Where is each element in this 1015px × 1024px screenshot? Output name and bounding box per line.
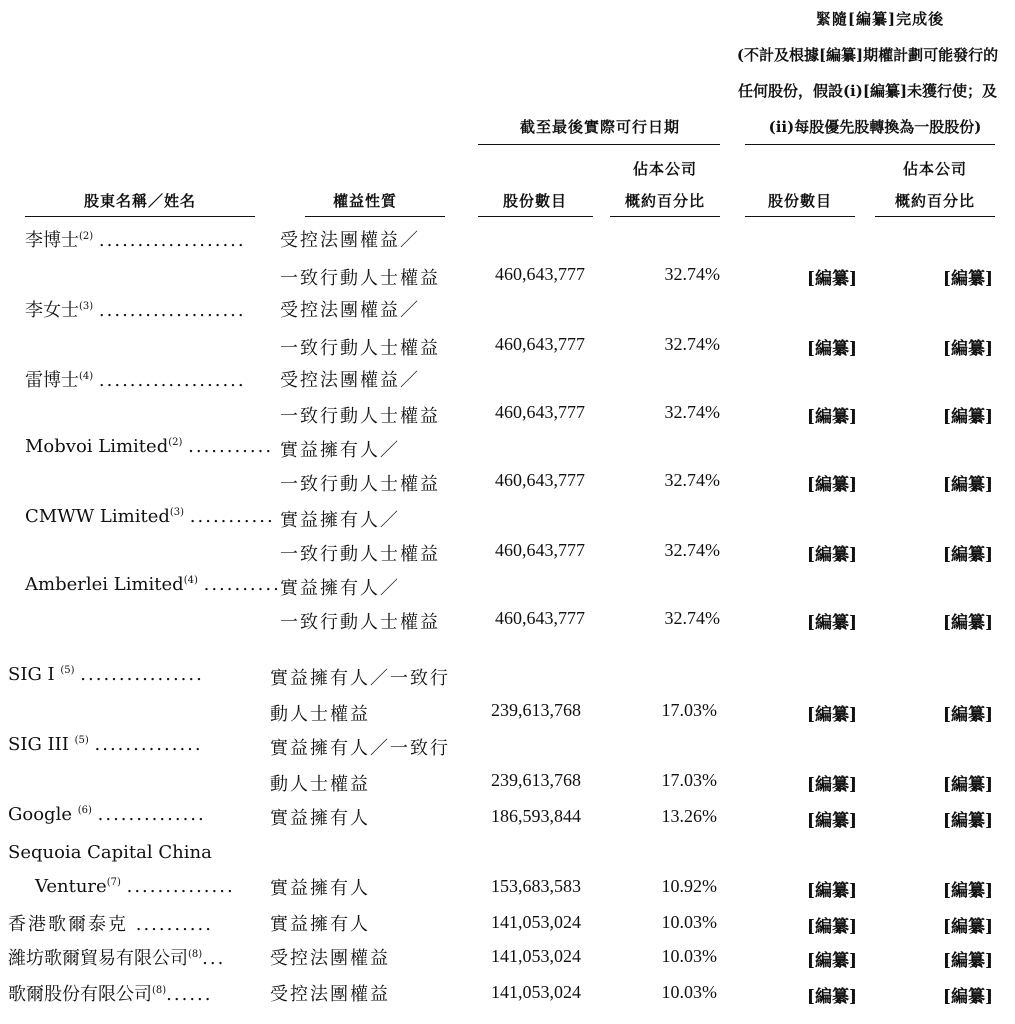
shares-value: 239,613,768: [491, 700, 581, 720]
interest-nature: 受控法團權益: [270, 948, 390, 969]
post-heading-rule: [745, 144, 995, 145]
post-pct-value: [編纂]: [942, 705, 993, 725]
shareholder-name: SIG III $^{(5)}$ ..............: [8, 734, 203, 755]
post-shares-value: [編纂]: [806, 705, 857, 725]
nature-column-rule: [305, 216, 445, 217]
interest-nature: 受控法團權益／: [280, 370, 420, 391]
shareholder-name: 歌爾股份有限公司$^{(8)}$......: [8, 984, 213, 1005]
post-shares-value: [編纂]: [806, 917, 857, 937]
post-shares-value: [編纂]: [806, 613, 857, 633]
shareholder-name: 雷博士$^{(4)}$ ...................: [25, 370, 246, 391]
post-pct-value: [編纂]: [942, 407, 993, 427]
pct-value: 32.74%: [664, 334, 720, 354]
interest-nature: 受控法團權益: [270, 984, 390, 1005]
post-shares-value: [編纂]: [806, 987, 857, 1007]
post-pct-heading-line1: 佔本公司: [902, 160, 967, 178]
post-shares-value: [編纂]: [806, 881, 857, 901]
name-column-rule: [25, 216, 255, 217]
post-pct-value: [編纂]: [942, 987, 993, 1007]
pct-value: 13.26%: [661, 806, 717, 826]
post-pct-column-rule: [875, 216, 995, 217]
shares-value: 141,053,024: [491, 982, 581, 1002]
post-shares-heading: 股份數目: [767, 192, 832, 210]
shares-value: 239,613,768: [491, 770, 581, 790]
post-pct-value: [編纂]: [942, 951, 993, 971]
shares-value: 153,683,583: [491, 876, 581, 896]
shareholder-name: SIG I $^{(5)}$ ................: [8, 664, 204, 685]
post-shares-value: [編纂]: [806, 407, 857, 427]
interest-nature-cont: 動人士權益: [270, 774, 370, 795]
pct-heading-line2: 概約百分比: [624, 192, 705, 210]
post-pct-value: [編纂]: [942, 475, 993, 495]
shareholder-name: 濰坊歌爾貿易有限公司$^{(8)}$...: [8, 948, 226, 969]
pct-value: 32.74%: [664, 402, 720, 422]
post-pct-value: [編纂]: [942, 269, 993, 289]
post-offering-heading-line2: (不計及根據[編纂]期權計劃可能發行的: [736, 46, 999, 64]
pct-value: 32.74%: [664, 540, 720, 560]
shareholder-name: 李女士$^{(3)}$ ...................: [25, 300, 246, 321]
interest-nature: 受控法團權益／: [280, 230, 420, 251]
post-pct-value: [編纂]: [942, 613, 993, 633]
post-pct-value: [編纂]: [942, 811, 993, 831]
post-pct-heading-line2: 概約百分比: [894, 192, 975, 210]
interest-nature: 實益擁有人／: [280, 578, 400, 599]
interest-nature: 實益擁有人／: [280, 510, 400, 531]
post-shares-value: [編纂]: [806, 951, 857, 971]
shares-value: 186,593,844: [491, 806, 581, 826]
interest-nature: 受控法團權益／: [280, 300, 420, 321]
pct-value: 32.74%: [664, 608, 720, 628]
shares-value: 141,053,024: [491, 946, 581, 966]
pct-value: 10.92%: [661, 876, 717, 896]
interest-nature: 實益擁有人: [270, 878, 370, 899]
interest-nature-cont: 一致行動人士權益: [280, 406, 440, 427]
post-shares-value: [編纂]: [806, 811, 857, 831]
post-shares-value: [編纂]: [806, 339, 857, 359]
shares-heading: 股份數目: [502, 192, 567, 210]
post-shares-value: [編纂]: [806, 269, 857, 289]
interest-nature: 實益擁有人: [270, 914, 370, 935]
shares-value: 460,643,777: [495, 470, 585, 490]
interest-nature-cont: 一致行動人士權益: [280, 474, 440, 495]
shares-value: 460,643,777: [495, 608, 585, 628]
post-offering-heading-line1: 緊隨[編纂]完成後: [815, 10, 945, 28]
current-date-heading: 截至最後實際可行日期: [519, 118, 680, 136]
post-pct-value: [編纂]: [942, 775, 993, 795]
shareholder-name-cont: Venture$^{(7)}$ ..............: [35, 876, 235, 897]
interest-nature: 實益擁有人: [270, 808, 370, 829]
post-shares-column-rule: [745, 216, 855, 217]
shareholder-name: 李博士$^{(2)}$ ...................: [25, 230, 246, 251]
post-pct-value: [編纂]: [942, 545, 993, 565]
shareholder-name-heading: 股東名稱／姓名: [83, 192, 196, 210]
interest-nature-cont: 一致行動人士權益: [280, 338, 440, 359]
pct-value: 10.03%: [661, 946, 717, 966]
interest-nature-cont: 動人士權益: [270, 704, 370, 725]
nature-heading: 權益性質: [332, 192, 397, 210]
shareholder-name: Amberlei Limited$^{(4)}$ ..........: [25, 574, 281, 595]
shares-value: 460,643,777: [495, 264, 585, 284]
post-pct-value: [編纂]: [942, 917, 993, 937]
shares-value: 460,643,777: [495, 334, 585, 354]
shareholder-name: Google $^{(6)}$ ..............: [8, 804, 206, 825]
post-shares-value: [編纂]: [806, 475, 857, 495]
post-shares-value: [編纂]: [806, 775, 857, 795]
interest-nature-cont: 一致行動人士權益: [280, 544, 440, 565]
shareholder-name: 香港歌爾泰克 ..........: [8, 914, 213, 935]
post-offering-heading-line4: (ii)每股優先股轉換為一股股份): [768, 118, 982, 136]
post-shares-value: [編纂]: [806, 545, 857, 565]
pct-column-rule: [610, 216, 720, 217]
post-pct-value: [編纂]: [942, 339, 993, 359]
current-heading-rule: [478, 144, 720, 145]
interest-nature-cont: 一致行動人士權益: [280, 612, 440, 633]
pct-value: 10.03%: [661, 912, 717, 932]
pct-value: 17.03%: [661, 770, 717, 790]
interest-nature-cont: 一致行動人士權益: [280, 268, 440, 289]
shares-value: 460,643,777: [495, 402, 585, 422]
shares-value: 141,053,024: [491, 912, 581, 932]
pct-value: 10.03%: [661, 982, 717, 1002]
pct-heading-line1: 佔本公司: [632, 160, 697, 178]
shares-value: 460,643,777: [495, 540, 585, 560]
interest-nature: 實益擁有人／一致行: [270, 738, 450, 759]
shares-column-rule: [478, 216, 593, 217]
interest-nature: 實益擁有人／一致行: [270, 668, 450, 689]
shareholder-name: Sequoia Capital China: [8, 842, 212, 863]
pct-value: 17.03%: [661, 700, 717, 720]
shareholder-name: Mobvoi Limited$^{(2)}$ ...........: [25, 436, 274, 457]
interest-nature: 實益擁有人／: [280, 440, 400, 461]
post-pct-value: [編纂]: [942, 881, 993, 901]
post-offering-heading-line3: 任何股份，假設(i)[編纂]未獲行使；及: [737, 82, 998, 100]
pct-value: 32.74%: [664, 470, 720, 490]
pct-value: 32.74%: [664, 264, 720, 284]
shareholder-name: CMWW Limited$^{(3)}$ ...........: [25, 506, 275, 527]
